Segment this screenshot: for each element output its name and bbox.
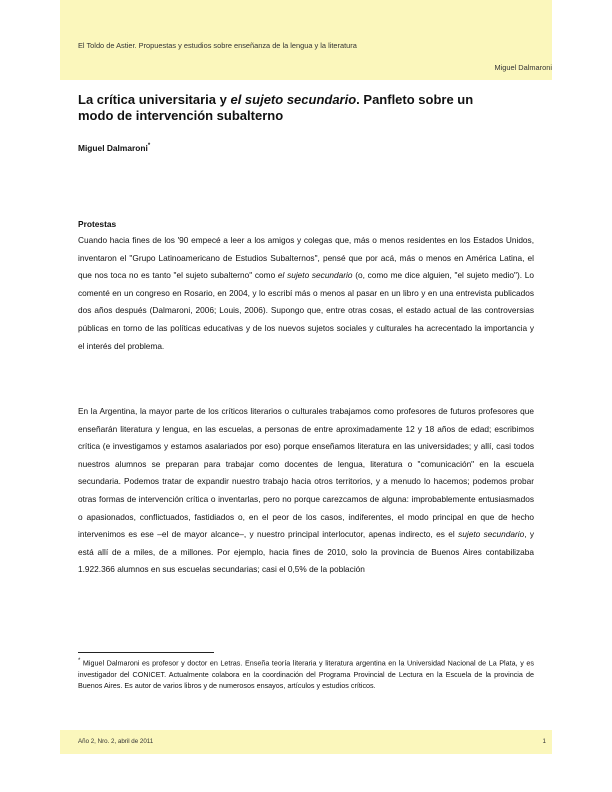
publication-title: El Toldo de Astier. Propuestas y estudios sobre enseñanza de la lengua y la literatura (78, 41, 357, 50)
paragraph-2 (78, 403, 534, 579)
paragraph-1-text-a: Cuando hacia fines de los '90 empecé a leer a los amigos y colegas que, más o menos residentes en los Estados Unidos, inventaron el "Grupo Latinoamericano de Estudios Subalternos", pensé que por acá, más o menos en América Latina, el que nos toca no es tanto "el sujeto subalterno" como (78, 235, 534, 281)
section-heading: Protestas (78, 219, 117, 229)
footnote-mark: * (78, 658, 81, 664)
article-author (78, 143, 150, 153)
footer-issue: Año 2, Nro. 2, abril de 2011 (78, 738, 154, 745)
footnote (78, 656, 534, 692)
title-italic: el sujeto secundario (230, 92, 357, 107)
title-part-2: . Panfleto sobre un modo de intervención subalterno (78, 92, 474, 123)
article-title (78, 92, 508, 124)
page-number: 1 (542, 738, 546, 745)
paragraph-2-text-a: En la Argentina, la mayor parte de los críticos literarios o culturales trabajamos como profesores de futuros profesores que enseñarán literatura y lengua, en las escuelas, a personas de entre aproximadamente 12 y 18 años de edad; escribimos crítica (e investigamos y estamos asalariados por eso) porque enseñamos literatura en las universidades; y allí, casi todos nuestros alumnos se preparan para trabajar como docentes de lengua, literatura o "comunicación" en la escuela secundaria. Podemos tratar de expandir nuestro trabajo hacia otros territorios, y a menudo lo hacemos; podemos probar otras formas de intervención crítica o inventarlas, pero no porque carezcamos de alguna: improbablemente entusiasmados o apasionados, conflictuados, fastidiados o, en el peor de los casos, indiferentes, el modo principal en que de hecho intervenimos es ese –el de mayor alcance–, y nuestro principal interlocutor, apenas indirecto, es el (78, 406, 534, 540)
header-author: Miguel Dalmaroni (494, 63, 552, 72)
footnote-text: Miguel Dalmaroni es profesor y doctor en Letras. Enseña teoría literaria y literatura argentina en la Universidad Nacional de La Plata, y es investigador del CONICET. Actualmente colabora en la coordinación del Programa Provincial de Lectura en la Escuela de la provincia de Buenos Aires. Es autor de varios libros y de numerosos ensayos, artículos y estudios críticos. (78, 658, 534, 691)
author-name: Miguel Dalmaroni (78, 143, 148, 153)
paragraph-2-italic: sujeto secundario (458, 529, 525, 540)
author-footnote-mark[interactable]: * (147, 143, 151, 150)
header-band-lower (60, 58, 552, 80)
paragraph-1-text-b: (o, como me dice alguien, "el sujeto medio"). Lo comenté en un congreso en Rosario, en 2004, y lo escribí más o menos al pasar en un libro y en una entrevista publicados dos años después (Dalmaroni, 2006; Louis, 2006). Supongo que, entre otras cosas, el estado actual de las controversias públicas en torno de las políticas educativas y de los nuevos sujetos sociales y culturales ha acrecentado la importancia y el interés del problema. (78, 270, 534, 351)
title-part-1: La crítica universitaria y (78, 92, 231, 107)
paragraph-1-italic: el sujeto secundario (277, 270, 353, 281)
footnote-divider (78, 652, 214, 653)
paragraph-2-text-b: , y está allí de a miles, de a millones. Por ejemplo, hacia fines de 2010, solo la provincia de Buenos Aires contabilizaba 1.922.366 alumnos en sus escuelas secundarias; casi el 0,5% de la población (78, 529, 534, 575)
paragraph-1 (78, 232, 534, 355)
